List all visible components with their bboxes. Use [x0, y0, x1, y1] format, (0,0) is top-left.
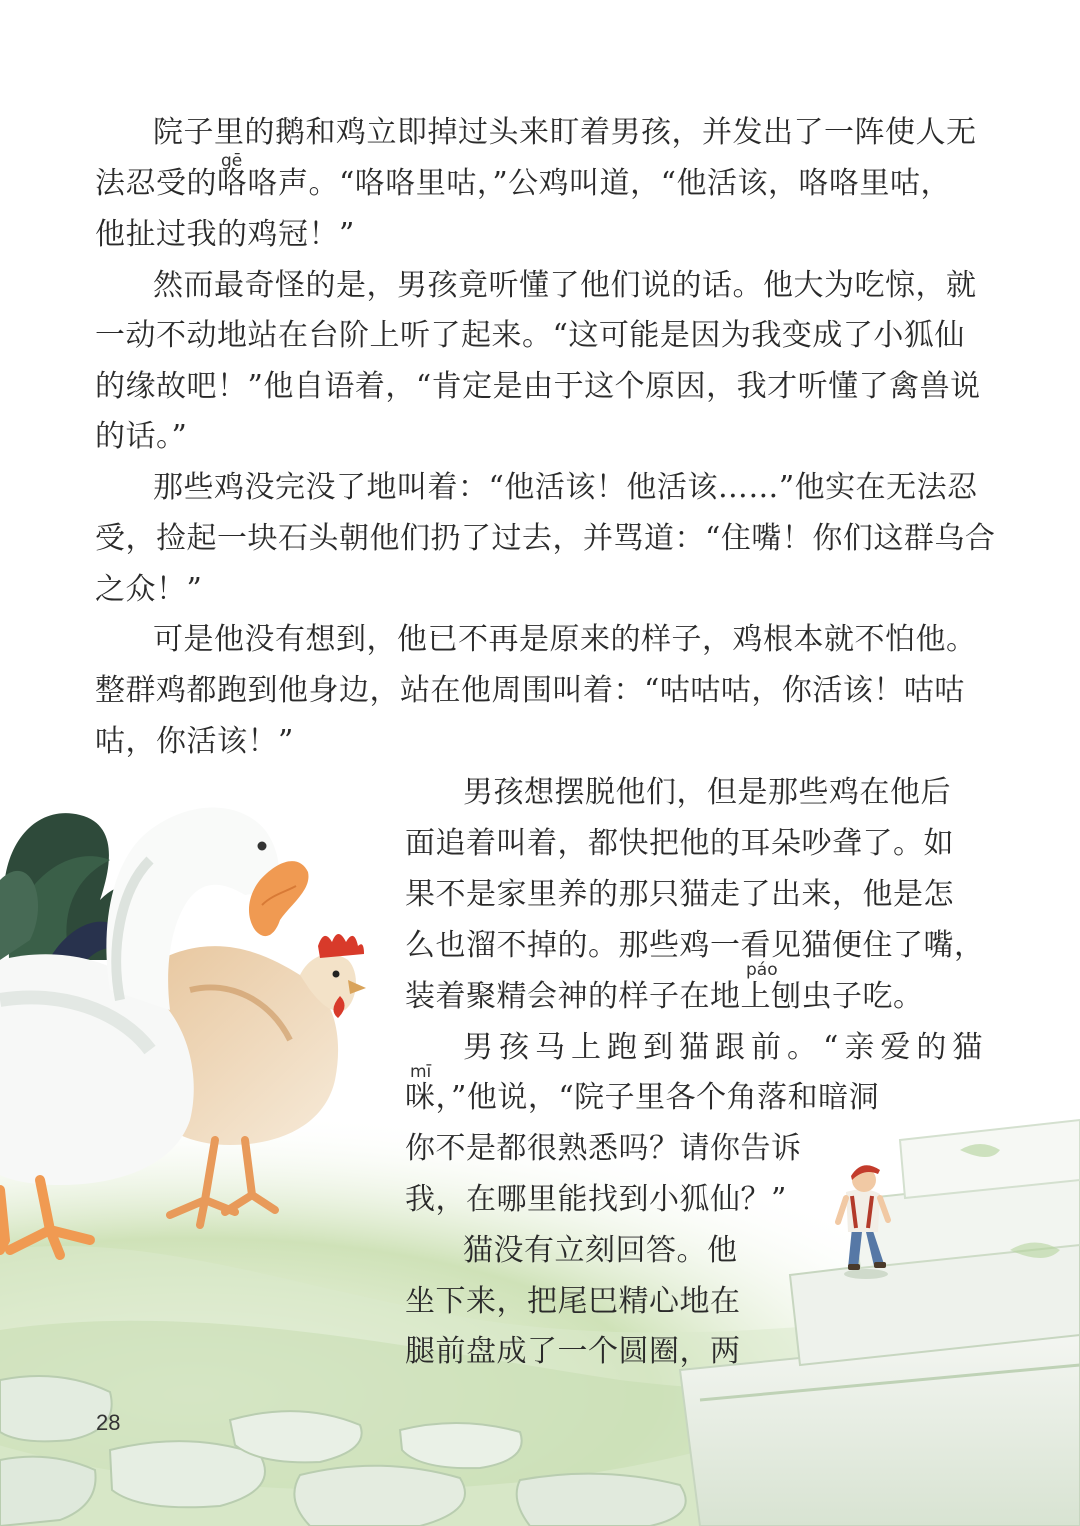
text-line: 男孩想摆脱他们，但是那些鸡在他后 — [463, 775, 951, 810]
text-line: 之众！” — [95, 572, 203, 607]
text-line: 他扯过我的鸡冠！” — [95, 217, 355, 252]
text-line: 的话。” — [95, 419, 188, 454]
text-line: 受，捡起一块石头朝他们扔了过去，并骂道：“住嘴！你们这群乌合 — [95, 521, 996, 556]
pinyin-mi: mī — [410, 1062, 432, 1082]
text-line: 咪，”他说，“院子里各个角落和暗洞 — [405, 1080, 880, 1115]
text-line: 么也溜不掉的。那些鸡一看见猫便住了嘴， — [405, 928, 985, 963]
text-line: 腿前盘成了一个圆圈，两 — [405, 1334, 741, 1369]
page-number: 28 — [96, 1410, 121, 1435]
pinyin-pao: páo — [746, 960, 778, 980]
text-line: 男孩马上跑到猫跟前。“亲爱的猫 — [463, 1030, 989, 1065]
text-line: 装着聚精会神的样子在地上刨虫子吃。 — [405, 979, 924, 1014]
text-line: 坐下来，把尾巴精心地在 — [405, 1284, 741, 1319]
text-line: 面追着叫着，都快把他的耳朵吵聋了。如 — [405, 826, 954, 861]
text-line: 一动不动地站在台阶上听了起来。“这可能是因为我变成了小狐仙 — [95, 318, 965, 353]
text-line: 那些鸡没完没了地叫着：“他活该！他活该……”他实在无法忍 — [153, 470, 978, 505]
text-line: 猫没有立刻回答。他 — [463, 1233, 738, 1268]
text-line: 果不是家里养的那只猫走了出来，他是怎 — [405, 877, 954, 912]
pinyin-ge: gē — [221, 151, 243, 171]
text-line: 然而最奇怪的是，男孩竟听懂了他们说的话。他大为吃惊，就 — [153, 268, 977, 303]
text-line: 法忍受的咯咯声。“咯咯里咕，”公鸡叫道，“他活该，咯咯里咕， — [95, 166, 952, 201]
text-line: 整群鸡都跑到他身边，站在他周围叫着：“咕咕咕，你活该！咕咕 — [95, 673, 965, 708]
text-line: 可是他没有想到，他已不再是原来的样子，鸡根本就不怕他。 — [153, 622, 977, 657]
text-line: 院子里的鹅和鸡立即掉过头来盯着男孩，并发出了一阵使人无 — [153, 115, 977, 150]
text-line: 我，在哪里能找到小狐仙？” — [405, 1182, 787, 1217]
text-line: 你不是都很熟悉吗？请你告诉 — [405, 1131, 802, 1166]
text-line: 咕，你活该！” — [95, 724, 294, 759]
text-line: 的缘故吧！”他自语着，“肯定是由于这个原因，我才听懂了禽兽说 — [95, 369, 981, 404]
